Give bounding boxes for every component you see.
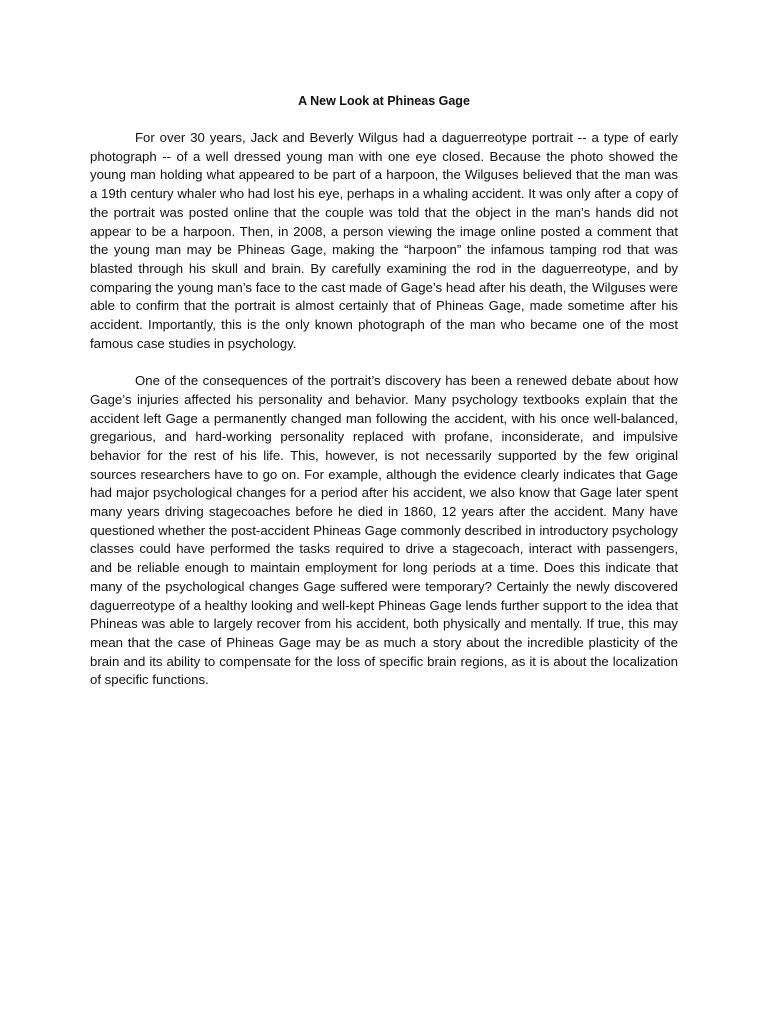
paragraph-discovery: For over 30 years, Jack and Beverly Wilgus had a daguerreotype portrait -- a type of early photograph -- of a well dressed young man with one eye closed. Because the photo showed the young man holding what appeared to be part of a harpoon, the Wilguses believed that the man was a 19th century whaler who had lost his eye, perhaps in a whaling accident. It was only after a copy of the portrait was posted online that the couple was told that the object in the man’s hands did not appear to be a harpoon. Then, in 2008, a person viewing the image online posted a comment that the young man may be Phineas Gage, making the “harpoon” the infamous tamping rod that was blasted through his skull and brain. By carefully examining the rod in the daguerreotype, and by comparing the young man’s face to the cast made of Gage’s head after his death, the Wilguses were able to confirm that the portrait is almost certainly that of Phineas Gage, made sometime after his accident. Importantly, this is the only known photograph of the man who became one of the most famous case studies in psychology. xyxy=(90,130,678,351)
document-body xyxy=(90,129,678,709)
document-title: A New Look at Phineas Gage xyxy=(298,94,470,108)
paragraph-debate: One of the consequences of the portrait’s discovery has been a renewed debate about how Gage’s injuries affected his personality and behavior. Many psychology textbooks explain that the accident left Gage a permanently changed man following the accident, with his once well-balanced, gregarious, and hard-working personality replaced with profane, inconsiderate, and impulsive behavior for the rest of his life. This, however, is not necessarily supported by the few original sources researchers have to go on. For example, although the evidence clearly indicates that Gage had major psychological changes for a period after his accident, we also know that Gage later spent many years driving stagecoaches before he died in 1860, 12 years after the accident. Many have questioned whether the post-accident Phineas Gage commonly described in introductory psychology classes could have performed the tasks required to drive a stagecoach, interact with passengers, and be reliable enough to maintain employment for long periods at a time. Does this indicate that many of the psychological changes Gage suffered were temporary? Certainly the newly discovered daguerreotype of a healthy looking and well-kept Phineas Gage lends further support to the idea that Phineas was able to largely recover from his accident, both physically and mentally. If true, this may mean that the case of Phineas Gage may be as much a story about the incredible plasticity of the brain and its ability to compensate for the loss of specific brain regions, as it is about the localization of specific functions. xyxy=(90,373,678,688)
